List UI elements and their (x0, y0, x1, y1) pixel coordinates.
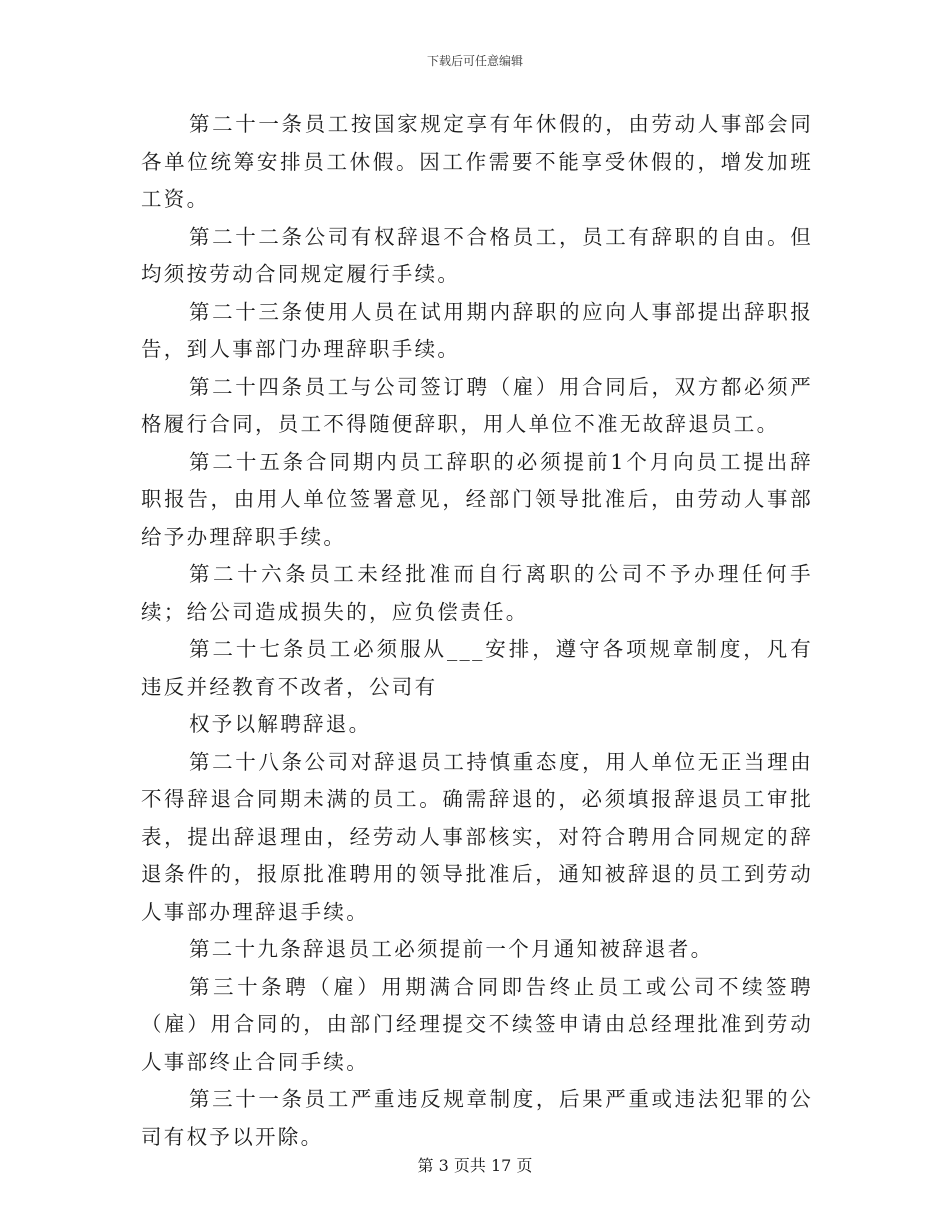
page-header: 下载后可任意编辑 (426, 54, 523, 68)
article-26: 第二十六条员工未经批准而自行离职的公司不予办理任何手续；给公司造成损失的，应负偿责任。 (141, 562, 813, 624)
article-24: 第二十四条员工与公司签订聘（雇）用合同后，双方都必须严格履行合同，员工不得随便辞职，用人单位不准无故辞退员工。 (141, 374, 813, 436)
page-number: 第 3 页共 17 页 (417, 1156, 533, 1175)
article-30: 第三十条聘（雇）用期满合同即告终止员工或公司不续签聘（雇）用合同的，由部门经理提交不续签申请由总经理批准到劳动人事部终止合同手续。 (141, 974, 813, 1074)
article-21: 第二十一条员工按国家规定享有年休假的，由劳动人事部会同各单位统筹安排员工休假。因工作需要不能享受休假的，增发加班工资。 (141, 112, 813, 211)
article-27: 第二十七条员工必须服从___安排，遵守各项规章制度，凡有违反并经教育不改者，公司有 (141, 637, 813, 699)
article-29: 第二十九条辞退员工必须提前一个月通知被辞退者。 (189, 937, 714, 961)
document-body (141, 106, 813, 1156)
article-25: 第二十五条合同期内员工辞职的必须提前1个月向员工提出辞职报告，由用人单位签署意见，经部门领导批准后，由劳动人事部给予办理辞职手续。 (141, 449, 813, 549)
article-31: 第三十一条员工严重违反规章制度，后果严重或违法犯罪的公司有权予以开除。 (141, 1087, 813, 1149)
article-28: 第二十八条公司对辞退员工持慎重态度，用人单位无正当理由不得辞退合同期未满的员工。确需辞退的，必须填报辞退员工审批表，提出辞退理由，经劳动人事部核实，对符合聘用合同规定的辞退条件的，报原批准聘用的领导批准后，通知被辞退的员工到劳动人事部办理辞退手续。 (141, 749, 813, 924)
article-23: 第二十三条使用人员在试用期内辞职的应向人事部提出辞职报告，到人事部门办理辞职手续。 (141, 299, 813, 361)
article-22: 第二十二条公司有权辞退不合格员工，员工有辞职的自由。但均须按劳动合同规定履行手续。 (141, 224, 813, 286)
article-27-continuation: 权予以解聘辞退。 (189, 712, 372, 736)
